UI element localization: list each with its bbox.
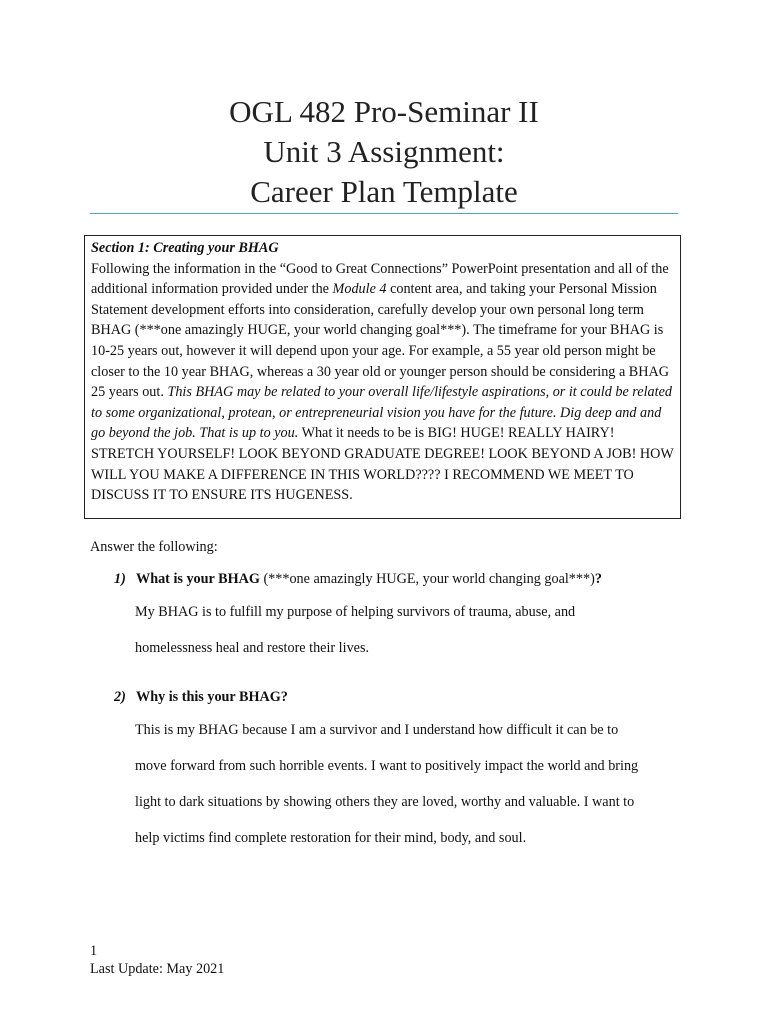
section-1-text-part-2: content area, and taking your Personal Mission Statement development efforts into consideration, carefully develop your own personal long term BHAG (***one amazingly HUGE, your world changing goal***). The timeframe for your BHAG is 10-25 years out, however it will depend upon your age. For example, a 55 year old person might be closer to the 10 year BHAG, whereas a 30 year old or younger person should be considering a BHAG 25 years out.: [91, 281, 669, 401]
last-update: Last Update: May 2021: [90, 961, 225, 977]
section-1-text: [91, 261, 673, 504]
answer-2-line-3: light to dark situations by showing others they are loved, worthy and valuable. I want to: [135, 794, 635, 810]
title-line-1: OGL 482 Pro-Seminar II: [229, 94, 539, 129]
section-1-text-part-1: Following the information in the “Good to Great Connections” PowerPoint presentation and all of the additional information provided under the: [91, 260, 669, 298]
answer-2-line-4: help victims find complete restoration for their mind, body, and soul.: [135, 830, 527, 846]
answer-1-line-1: My BHAG is to fulfill my purpose of helping survivors of trauma, abuse, and: [135, 604, 576, 620]
answer-intro: Answer the following:: [90, 539, 218, 555]
question-2-number: 2): [114, 689, 126, 705]
section-1-module-ref: Module 4: [332, 281, 387, 298]
answer-2: [135, 712, 695, 856]
title-line-3: Career Plan Template: [250, 174, 518, 209]
page-footer: [90, 942, 224, 978]
question-1-number: 1): [114, 571, 126, 587]
section-1-box: [84, 235, 681, 519]
section-1-heading: Section 1: Creating your BHAG: [91, 240, 279, 256]
title-line-2: Unit 3 Assignment:: [263, 134, 505, 169]
section-1-text-part-3: What it needs to be is BIG! HUGE! REALLY HAIRY! STRETCH YOURSELF! LOOK BEYOND GRADUATE DEGREE! LOOK BEYOND A JOB! HOW WILL YOU MAKE A DIFFERENCE IN THIS WORLD???? I RECOMMEND WE MEET TO DISCUSS IT TO ENSURE ITS HUGENESS.: [91, 425, 674, 504]
page-number: 1: [90, 943, 98, 959]
answer-1-line-2: homelessness heal and restore their lives.: [135, 640, 370, 656]
title-divider: [90, 213, 678, 214]
question-1: [114, 569, 602, 589]
question-2: [114, 687, 288, 707]
answer-2-line-1: This is my BHAG because I am a survivor and I understand how difficult it can be to: [135, 722, 619, 738]
question-2-label: Why is this your BHAG?: [136, 689, 288, 705]
answer-2-line-2: move forward from such horrible events. I want to positively impact the world and bring: [135, 758, 639, 774]
section-1-italic-note: This BHAG may be related to your overall life/lifestyle aspirations, or it could be related to some organizational, protean, or entrepreneurial vision you have for the future. Dig deep and and go beyond the job. That is up to you.: [91, 384, 672, 442]
answer-1: [135, 594, 695, 666]
document-title: [0, 92, 768, 212]
question-1-label-end: ?: [594, 571, 602, 587]
question-1-label-detail: (***one amazingly HUGE, your world changing goal***): [259, 571, 595, 587]
question-1-label: What is your BHAG: [136, 571, 260, 587]
